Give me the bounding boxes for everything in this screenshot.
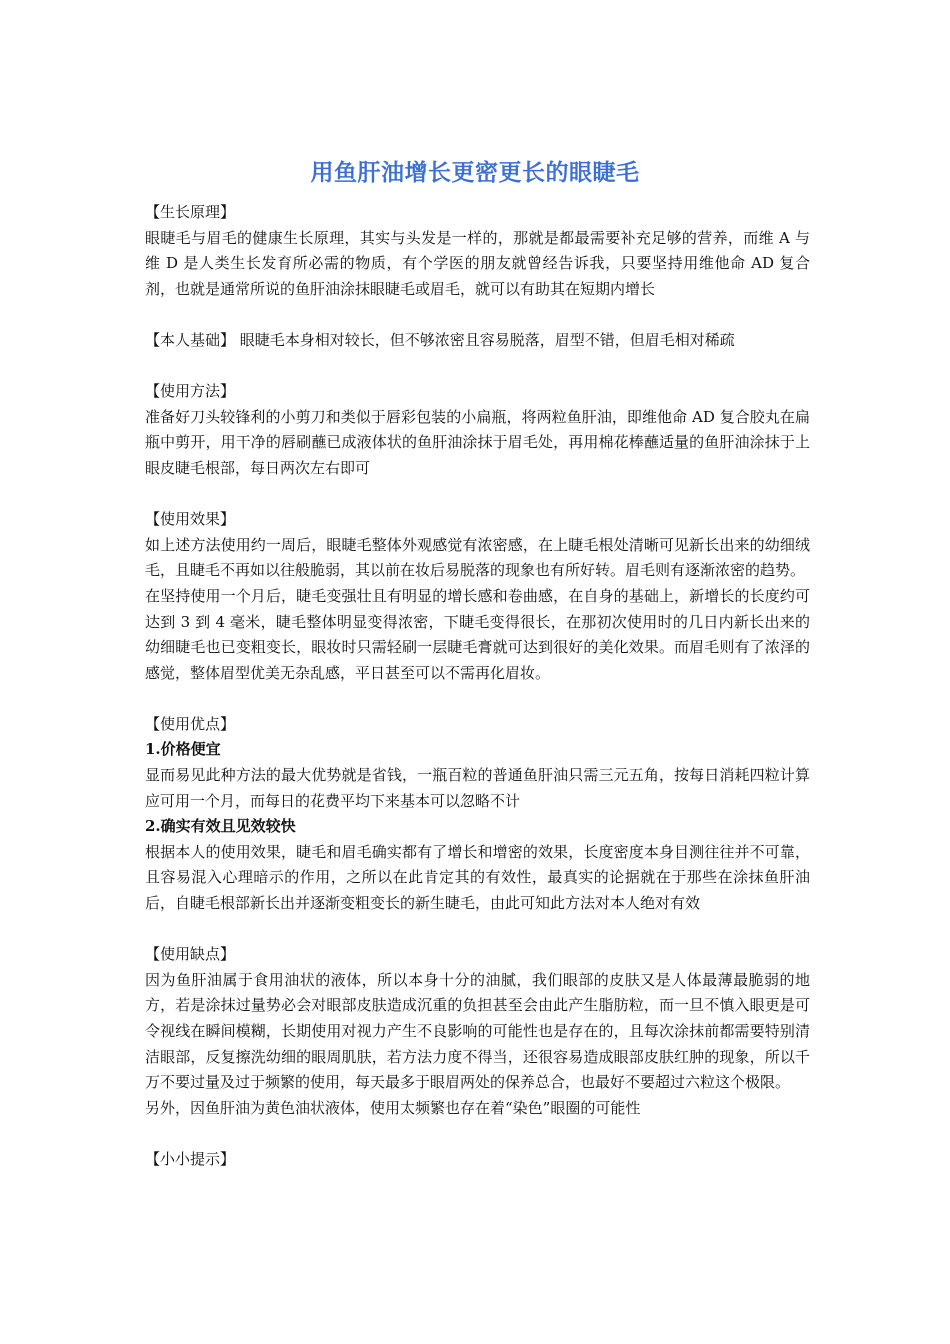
document-body [145,200,810,1173]
document-title: 用鱼肝油增长更密更长的眼睫毛 [310,160,640,186]
blank-line [145,302,810,328]
paragraph-personal-basis: 【本人基础】 眼睫毛本身相对较长，但不够浓密且容易脱落，眉型不错，但眉毛相对稀疏 [145,330,735,349]
advantage-1-body: 显而易见此种方法的最大优势就是省钱，一瓶百粒的普通鱼肝油只需三元五角，按每日消耗四粒计算应可用一个月，而每日的花费平均下来基本可以忽略不计 [145,766,810,810]
section-heading-usage-effect: 【使用效果】 [145,510,236,529]
paragraph-disadvantages-staining: 另外，因鱼肝油为黄色油状液体，使用太频繁也存在着“染色”眼圈的可能性 [145,1098,641,1117]
section-heading-growth-principle: 【生长原理】 [145,203,236,221]
paragraph-usage-effect-week: 如上述方法使用约一周后，眼睫毛整体外观感觉有浓密感，在上睫毛根处清晰可见新长出来的幼细绒毛，且睫毛不再如以往般脆弱，其以前在妆后易脱落的现象也有所好转。眉毛则有逐渐浓密的趋势。 [145,535,810,580]
blank-line [145,686,810,712]
advantage-2-title: 2.确实有效且见效较快 [145,817,296,836]
section-heading-usage-method: 【使用方法】 [145,382,236,401]
section-heading-advantages: 【使用优点】 [145,714,236,733]
blank-line [145,917,810,943]
section-heading-disadvantages: 【使用缺点】 [145,945,236,964]
advantage-1-title: 1.价格便宜 [145,740,221,759]
paragraph-usage-effect-month: 在坚持使用一个月后，睫毛变强壮且有明显的增长感和卷曲感，在自身的基础上，新增长的长度约可达到 3 到 4 毫米，睫毛整体明显变得浓密，下睫毛变得很长，在那初次使用时的几日内新长出来的幼细睫毛也已变粗变长，眼妆时只需轻刷一层睫毛膏就可达到很好的美化效果。而眉毛则有了浓泽的感觉，整体眉型优美无杂乱感，平日甚至可以不需再化眉妆。 [145,586,810,682]
advantage-2-body: 根据本人的使用效果，睫毛和眉毛确实都有了增长和增密的效果，长度密度本身目测往往并不可靠，且容易混入心理暗示的作用，之所以在此肯定其的有效性，最真实的论据就在于那些在涂抹鱼肝油后，自睫毛根部新长出并逐渐变粗变长的新生睫毛，由此可知此方法对本人绝对有效 [145,842,810,913]
blank-line [145,482,810,508]
blank-line [145,1121,810,1147]
paragraph-usage-method: 准备好刀头较锋利的小剪刀和类似于唇彩包装的小扁瓶，将两粒鱼肝油，即维他命 AD 复合胶丸在扁瓶中剪开，用干净的唇刷蘸已成液体状的鱼肝油涂抹于眉毛处，再用棉花棒蘸适量的鱼肝油涂抹于上眼皮睫毛根部，每日两次左右即可 [145,407,810,477]
blank-line [145,354,810,380]
paragraph-disadvantages-main: 因为鱼肝油属于食用油状的液体，所以本身十分的油腻，我们眼部的皮肤又是人体最薄最脆弱的地方，若是涂抹过量势必会对眼部皮肤造成沉重的负担甚至会由此产生脂肪粒，而一旦不慎入眼更是可令视线在瞬间模糊，长期使用对视力产生不良影响的可能性也是存在的，且每次涂抹前都需要特别清洁眼部，反复擦洗幼细的眼周肌肤，若方法力度不得当，还很容易造成眼部皮肤红肿的现象，所以千万不要过量及过于频繁的使用，每天最多于眼眉两处的保养总合，也最好不要超过六粒这个极限。 [145,970,810,1092]
paragraph-growth-principle: 眼睫毛与眉毛的健康生长原理，其实与头发是一样的，那就是都最需要补充足够的营养，而维 A 与维 D 是人类生长发育所必需的物质，有个学医的朋友就曾经告诉我，只要坚持用维他命 AD 复合剂，也就是通常所说的鱼肝油涂抹眼睫毛或眉毛，就可以有助其在短期内增长 [145,228,810,298]
section-heading-tips: 【小小提示】 [145,1149,236,1168]
